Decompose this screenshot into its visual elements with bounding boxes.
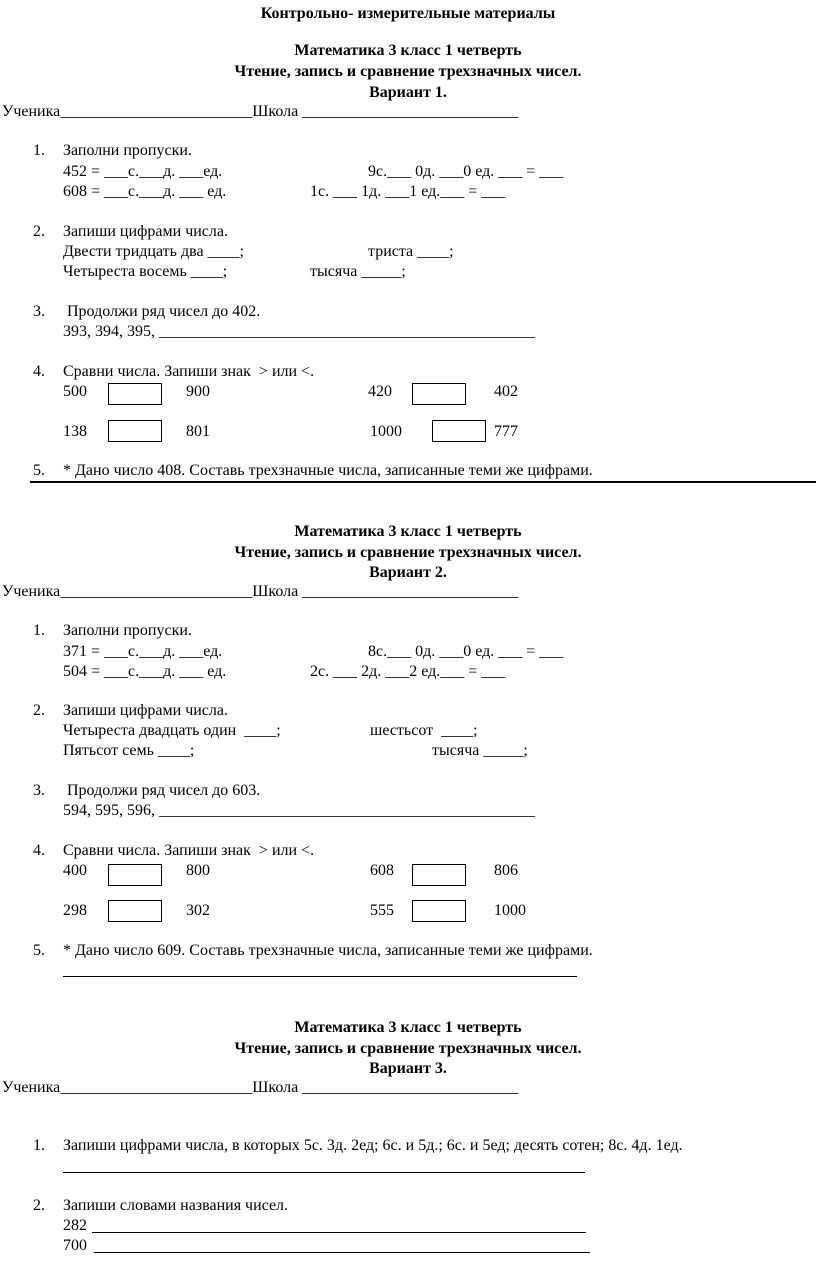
v2-compare-answer-box[interactable] [108, 900, 162, 922]
v1-task2-row2-left: Четыреста восемь ____; [63, 263, 228, 280]
variant1-student-line: Ученика________________________Школа ___________________________ [2, 103, 519, 120]
variant3-header-subject: Математика 3 класс 1 четверть [294, 1019, 522, 1036]
v1-compare-answer-box[interactable] [108, 383, 162, 405]
v2-task2-row2-right: тысяча _____; [432, 742, 528, 759]
v1-task2-number: 2. [33, 223, 45, 240]
v2-task2-title: Запиши цифрами числа. [63, 702, 228, 719]
v2-task3-sequence: 594, 595, 596, _______________________________________________ [63, 802, 535, 819]
variant3-student-line: Ученика________________________Школа ___________________________ [2, 1079, 519, 1096]
v2-task3-title: Продолжи ряд чисел до 603. [63, 782, 261, 799]
v2-task1-row1-left: 371 = ___с.___д. ___ед. [63, 643, 223, 660]
v1-task4-title: Сравни числа. Запиши знак > или <. [63, 363, 315, 380]
v3-task2-answer-line-b[interactable] [94, 1252, 590, 1253]
v2-task1-number: 1. [33, 622, 45, 639]
v2-task4-number: 4. [33, 842, 45, 859]
v1-task4-number: 4. [33, 363, 45, 380]
variant2-student-line: Ученика________________________Школа ___________________________ [2, 583, 519, 600]
v1-compare-right-d: 777 [494, 423, 518, 440]
v2-task4-title: Сравни числа. Запиши знак > или <. [63, 842, 315, 859]
v2-compare-right-a: 800 [186, 862, 210, 879]
v3-task1-text: Запиши цифрами числа, в которых 5с. 3д. 2ед; 6с. и 5д.; 6с. и 5ед; десять сотен; 8с. 4д. 1ед. [63, 1137, 683, 1154]
v2-task2-row1-left: Четыреста двадцать один ____; [63, 722, 281, 739]
variant2-header-variant: Вариант 2. [369, 564, 447, 581]
v3-task2-number-a: 282 [63, 1217, 87, 1234]
v3-task2-number-b: 700 [63, 1237, 87, 1254]
v1-task2-title: Запиши цифрами числа. [63, 223, 228, 240]
v1-compare-answer-box[interactable] [108, 420, 162, 442]
v2-task2-number: 2. [33, 702, 45, 719]
v3-task1-number: 1. [33, 1137, 45, 1154]
v2-compare-left-a: 400 [63, 862, 87, 879]
v1-compare-answer-box[interactable] [412, 383, 466, 405]
v2-compare-answer-box[interactable] [412, 864, 466, 886]
v2-task2-row1-right: шестьсот ____; [370, 722, 478, 739]
v2-task3-number: 3. [33, 782, 45, 799]
v2-task5-text: * Дано число 609. Составь трехзначные числа, записанные теми же цифрами. [63, 942, 593, 959]
v2-task5-number: 5. [33, 942, 45, 959]
v3-task2-title: Запиши словами названия чисел. [63, 1197, 289, 1214]
v1-task3-sequence: 393, 394, 395, _______________________________________________ [63, 323, 535, 340]
v1-task1-row2-left: 608 = ___с.___д. ___ ед. [63, 183, 227, 200]
v1-compare-right-a: 900 [186, 383, 210, 400]
v2-compare-right-d: 1000 [494, 902, 526, 919]
v3-task2-number: 2. [33, 1197, 45, 1214]
section-divider [30, 481, 816, 483]
variant2-header-subject: Математика 3 класс 1 четверть [294, 523, 522, 540]
document-title: Контрольно- измерительные материалы [260, 5, 556, 22]
v3-task2-answer-line-a[interactable] [92, 1232, 586, 1233]
variant3-header-topic: Чтение, запись и сравнение трехзначных чисел. [234, 1040, 582, 1057]
v2-compare-answer-box[interactable] [108, 864, 162, 886]
v3-task1-answer-line[interactable] [63, 1172, 585, 1173]
v2-compare-right-c: 302 [186, 902, 210, 919]
v1-compare-left-a: 500 [63, 383, 87, 400]
v1-compare-answer-box[interactable] [432, 420, 486, 442]
v2-compare-right-b: 806 [494, 862, 518, 879]
v1-task1-title: Заполни пропуски. [63, 142, 192, 159]
variant1-header-variant: Вариант 1. [369, 84, 447, 101]
v1-task2-row1-right: триста ____; [368, 243, 454, 260]
variant1-header-topic: Чтение, запись и сравнение трехзначных чисел. [234, 63, 582, 80]
v1-task1-row1-right: 9с.___ 0д. ___0 ед. ___ = ___ [368, 163, 564, 180]
variant2-header-topic: Чтение, запись и сравнение трехзначных чисел. [234, 544, 582, 561]
v1-task2-row1-left: Двести тридцать два ____; [63, 243, 244, 260]
v1-compare-left-c: 138 [63, 423, 87, 440]
v2-task1-row2-right: 2с. ___ 2д. ___2 ед.___ = ___ [310, 663, 506, 680]
variant3-header-variant: Вариант 3. [369, 1060, 447, 1077]
v1-compare-right-b: 402 [494, 383, 518, 400]
variant1-header-subject: Математика 3 класс 1 четверть [294, 42, 522, 59]
v1-compare-left-b: 420 [368, 383, 392, 400]
v2-task1-row2-left: 504 = ___с.___д. ___ ед. [63, 663, 227, 680]
v2-compare-left-c: 298 [63, 902, 87, 919]
v2-task2-row2-left: Пятьсот семь ____; [63, 742, 195, 759]
v1-task5-number: 5. [33, 462, 45, 479]
v1-task2-row2-right: тысяча _____; [310, 263, 406, 280]
v1-task5-text: * Дано число 408. Составь трехзначные числа, записанные теми же цифрами. [63, 462, 593, 479]
v1-task3-number: 3. [33, 303, 45, 320]
v2-task5-answer-line[interactable] [63, 976, 577, 977]
v1-task3-title: Продолжи ряд чисел до 402. [63, 303, 261, 320]
v2-compare-answer-box[interactable] [412, 900, 466, 922]
v2-compare-left-d: 555 [370, 902, 394, 919]
v2-compare-left-b: 608 [370, 862, 394, 879]
v1-task1-number: 1. [33, 142, 45, 159]
v1-compare-right-c: 801 [186, 423, 210, 440]
v1-task1-row1-left: 452 = ___с.___д. ___ед. [63, 163, 223, 180]
v2-task1-title: Заполни пропуски. [63, 622, 192, 639]
v2-task1-row1-right: 8с.___ 0д. ___0 ед. ___ = ___ [368, 643, 564, 660]
v1-compare-left-d: 1000 [370, 423, 402, 440]
v1-task1-row2-right: 1с. ___ 1д. ___1 ед.___ = ___ [310, 183, 506, 200]
